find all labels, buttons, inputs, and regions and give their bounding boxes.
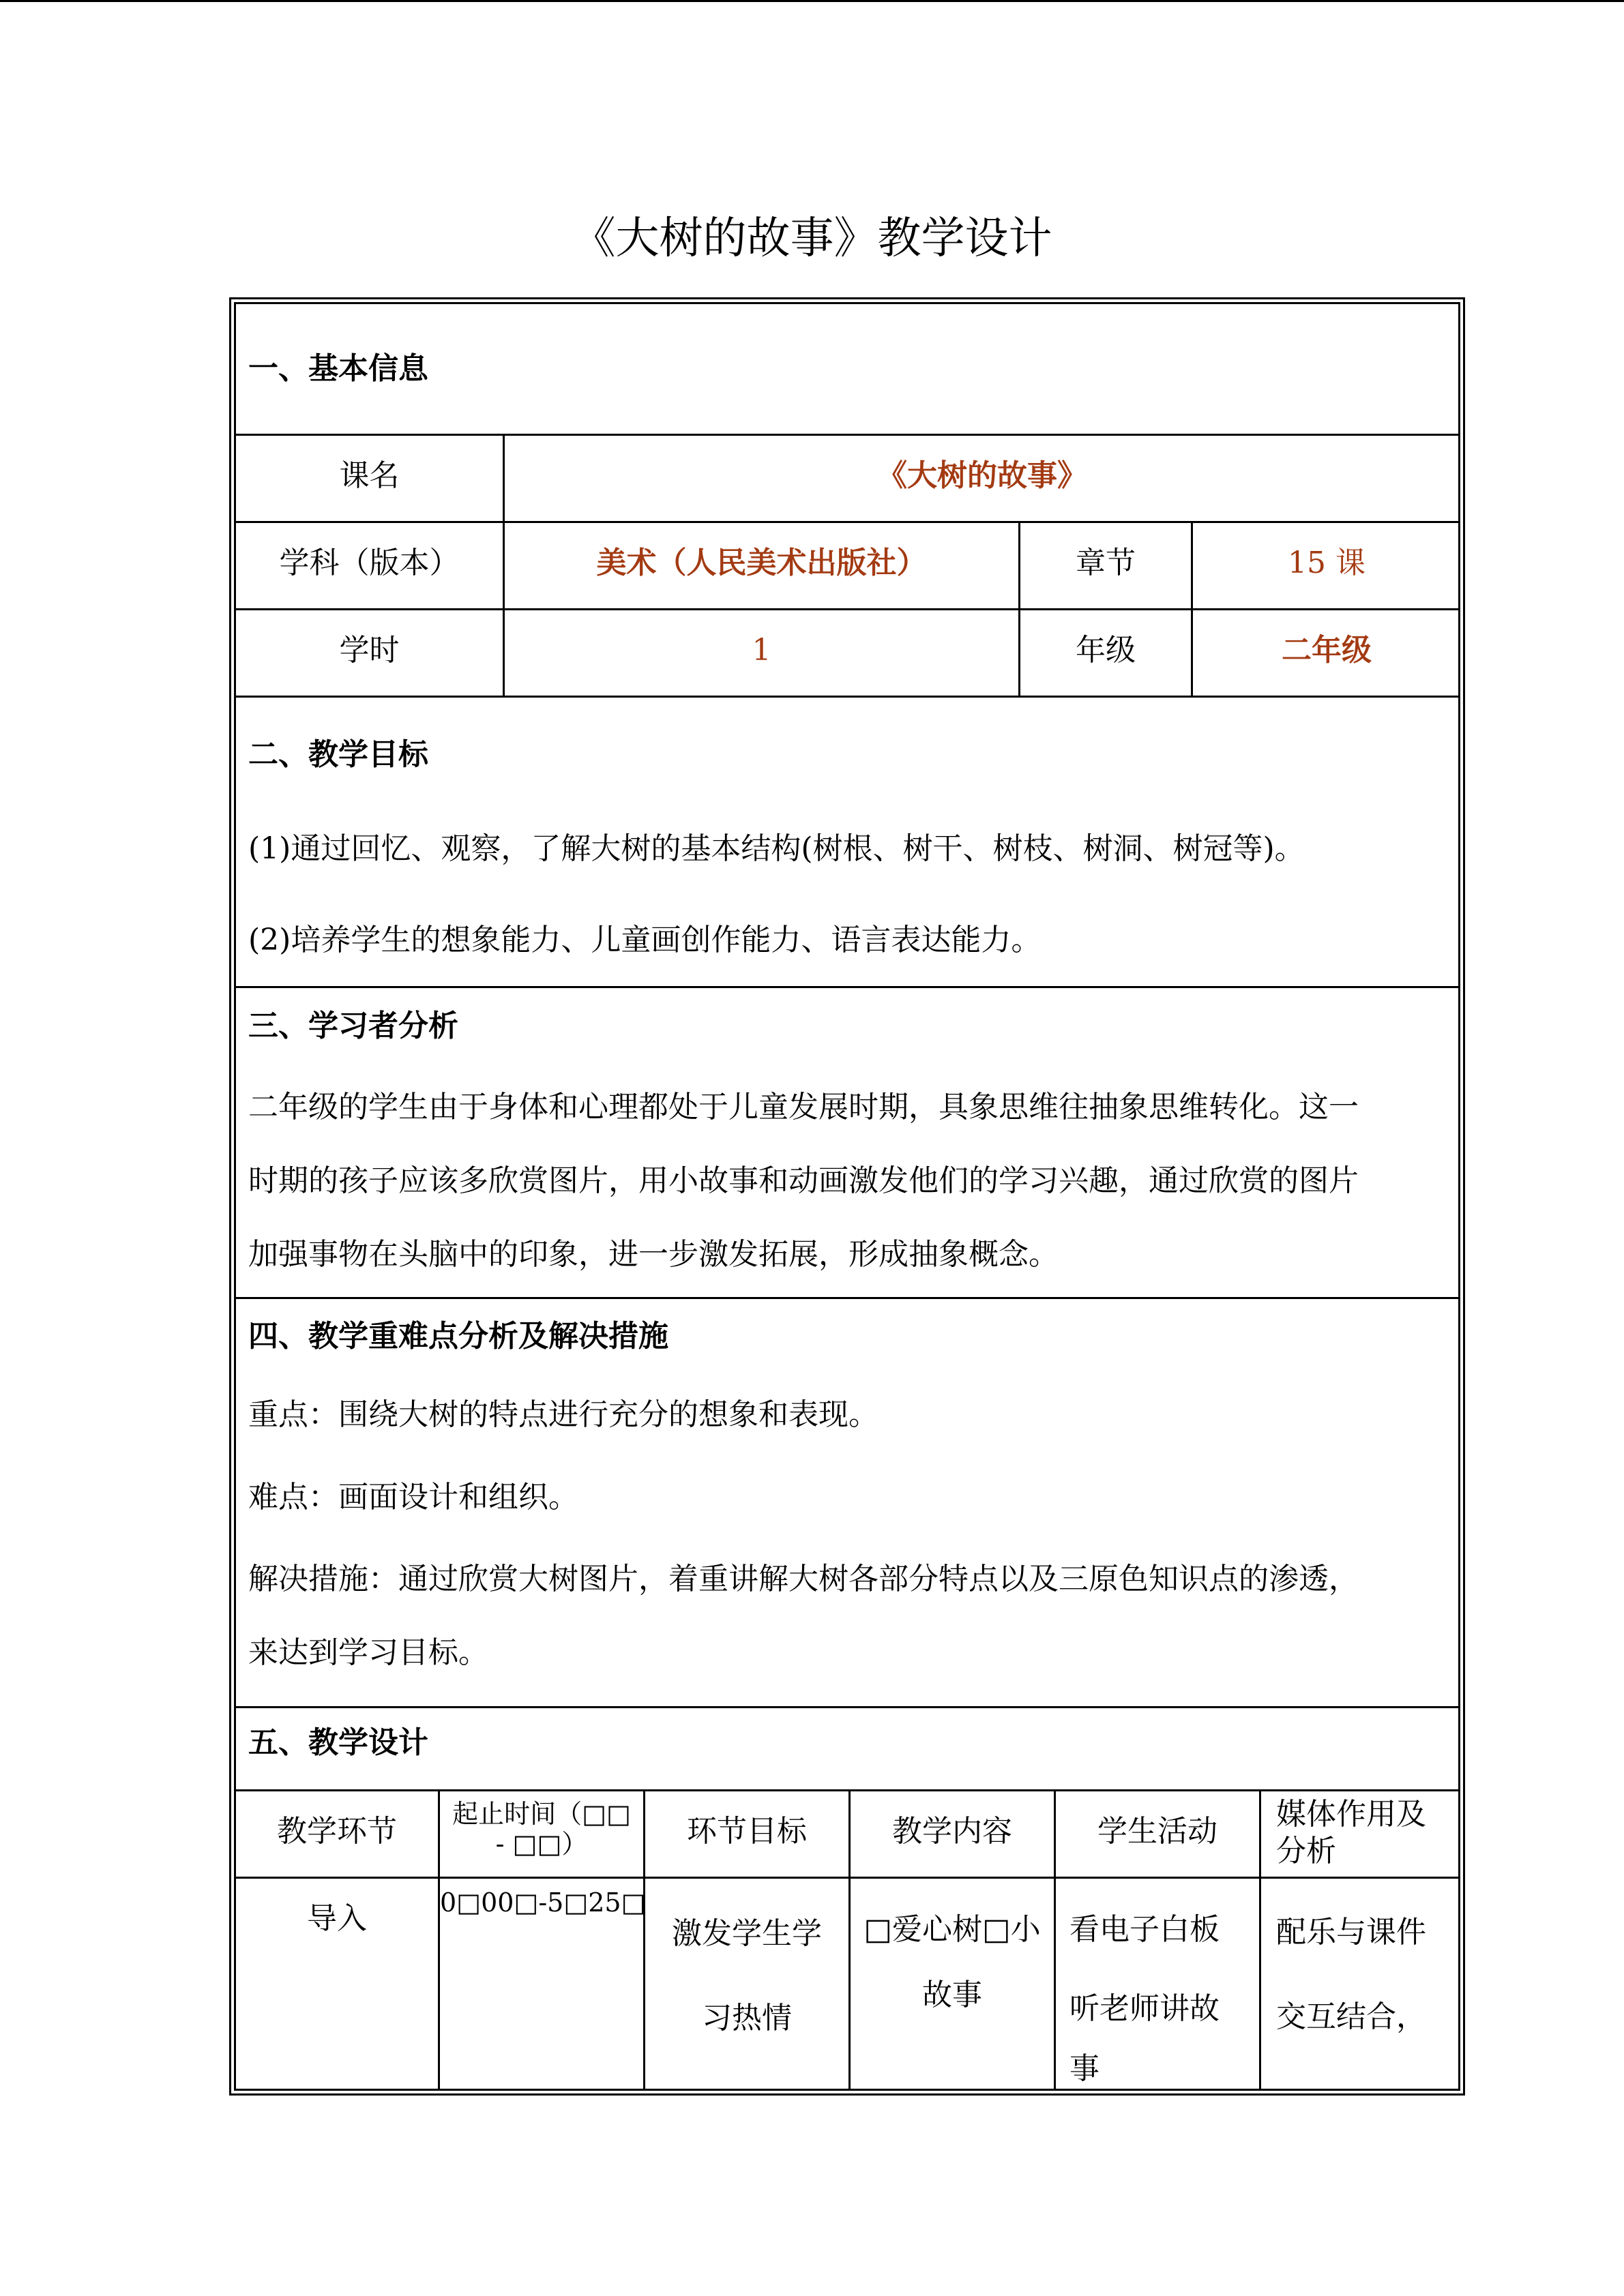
hours-label: 学时 <box>339 633 400 668</box>
chapter-value: 15 课 <box>1288 546 1365 580</box>
document-title: 《大树的故事》教学设计 <box>572 213 1052 264</box>
subject-label: 学科（版本） <box>279 546 460 580</box>
course-name-label: 课名 <box>339 458 400 493</box>
row-goal <box>645 1892 848 2061</box>
hard-point: 难点：画面设计和组织。 <box>248 1480 578 1515</box>
col-header-goal: 环节目标 <box>687 1814 807 1849</box>
row-phase: 导入 <box>307 1901 367 1936</box>
measures-line-2: 来达到学习目标。 <box>248 1635 488 1670</box>
measures-line-1: 解决措施：通过欣赏大树图片，着重讲解大树各部分特点以及三原色知识点的渗透， <box>248 1562 1359 1596</box>
row-divider <box>236 1706 1458 1708</box>
design-heading: 五、教学设计 <box>248 1725 428 1760</box>
row-divider <box>236 986 1458 988</box>
row-goal-line2: 习热情 <box>702 2001 792 2036</box>
col-header-activity: 学生活动 <box>1097 1814 1217 1849</box>
col-header-time-line1: 起止时间（□□ <box>452 1799 631 1829</box>
col-header-content: 教学内容 <box>892 1814 1012 1849</box>
goals-heading: 二、教学目标 <box>248 737 428 772</box>
row-content <box>851 1897 1054 2028</box>
lesson-plan-table <box>229 297 1465 2096</box>
learner-heading: 三、学习者分析 <box>248 1009 458 1043</box>
table-inner-border <box>234 302 1460 2091</box>
col-header-time <box>440 1799 643 1859</box>
goal-item-2: (2)培养学生的想象能力、儿童画创作能力、语言表达能力。 <box>248 923 1042 957</box>
learner-line-2: 时期的孩子应该多欣赏图片，用小故事和动画激发他们的学习兴趣，通过欣赏的图片 <box>248 1163 1359 1198</box>
row-divider <box>236 696 1458 698</box>
grade-label: 年级 <box>1076 633 1136 668</box>
learner-line-3: 加强事物在头脑中的印象，进一步激发拓展，形成抽象概念。 <box>248 1237 1059 1272</box>
row-activity-line2: 听老师讲故 <box>1069 1991 1220 2026</box>
course-name-value: 《大树的故事》 <box>877 458 1087 493</box>
row-divider <box>236 521 1458 523</box>
row-divider <box>236 1297 1458 1299</box>
learner-line-1: 二年级的学生由于身体和心理都处于儿童发展时期，具象思维往抽象思维转化。这一 <box>248 1090 1359 1124</box>
col-header-media <box>1261 1796 1459 1870</box>
goal-item-1: (1)通过回忆、观察，了解大树的基本结构(树根、树干、树枝、树洞、树冠等)。 <box>248 831 1305 866</box>
row-divider <box>236 434 1458 436</box>
row-content-line2: 故事 <box>922 1978 982 2012</box>
top-border-line <box>0 0 1624 2</box>
col-header-media-line1: 媒体作用及 <box>1276 1797 1426 1832</box>
col-header-phase: 教学环节 <box>277 1814 397 1849</box>
row-goal-line1: 激发学生学 <box>672 1916 822 1951</box>
row-media-line1: 配乐与课件 <box>1276 1915 1426 1950</box>
row-content-line1: □爱心树□小 <box>863 1912 1041 1947</box>
basic-info-heading: 一、基本信息 <box>248 351 428 386</box>
col-header-media-line2: 分析 <box>1276 1834 1336 1868</box>
row-divider <box>236 1789 1458 1791</box>
hours-value: 1 <box>752 633 771 668</box>
row-divider <box>236 608 1458 610</box>
row-media-line2: 交互结合， <box>1276 1999 1426 2034</box>
grade-value: 二年级 <box>1282 633 1372 668</box>
col-header-time-line2: - □□） <box>495 1829 588 1859</box>
row-media <box>1261 1890 1459 2059</box>
difficulty-heading: 四、教学重难点分析及解决措施 <box>248 1319 668 1354</box>
row-activity-line3: 事 <box>1069 2051 1099 2086</box>
key-point: 重点：围绕大树的特点进行充分的想象和表现。 <box>248 1397 879 1432</box>
row-divider <box>236 1877 1458 1879</box>
row-activity <box>1056 1890 1259 2089</box>
subject-value: 美术（人民美术出版社） <box>596 546 927 580</box>
row-activity-line1: 看电子白板 <box>1069 1912 1220 1947</box>
chapter-label: 章节 <box>1076 546 1136 580</box>
row-time: 0□00□-5□25□ <box>440 1888 646 1918</box>
